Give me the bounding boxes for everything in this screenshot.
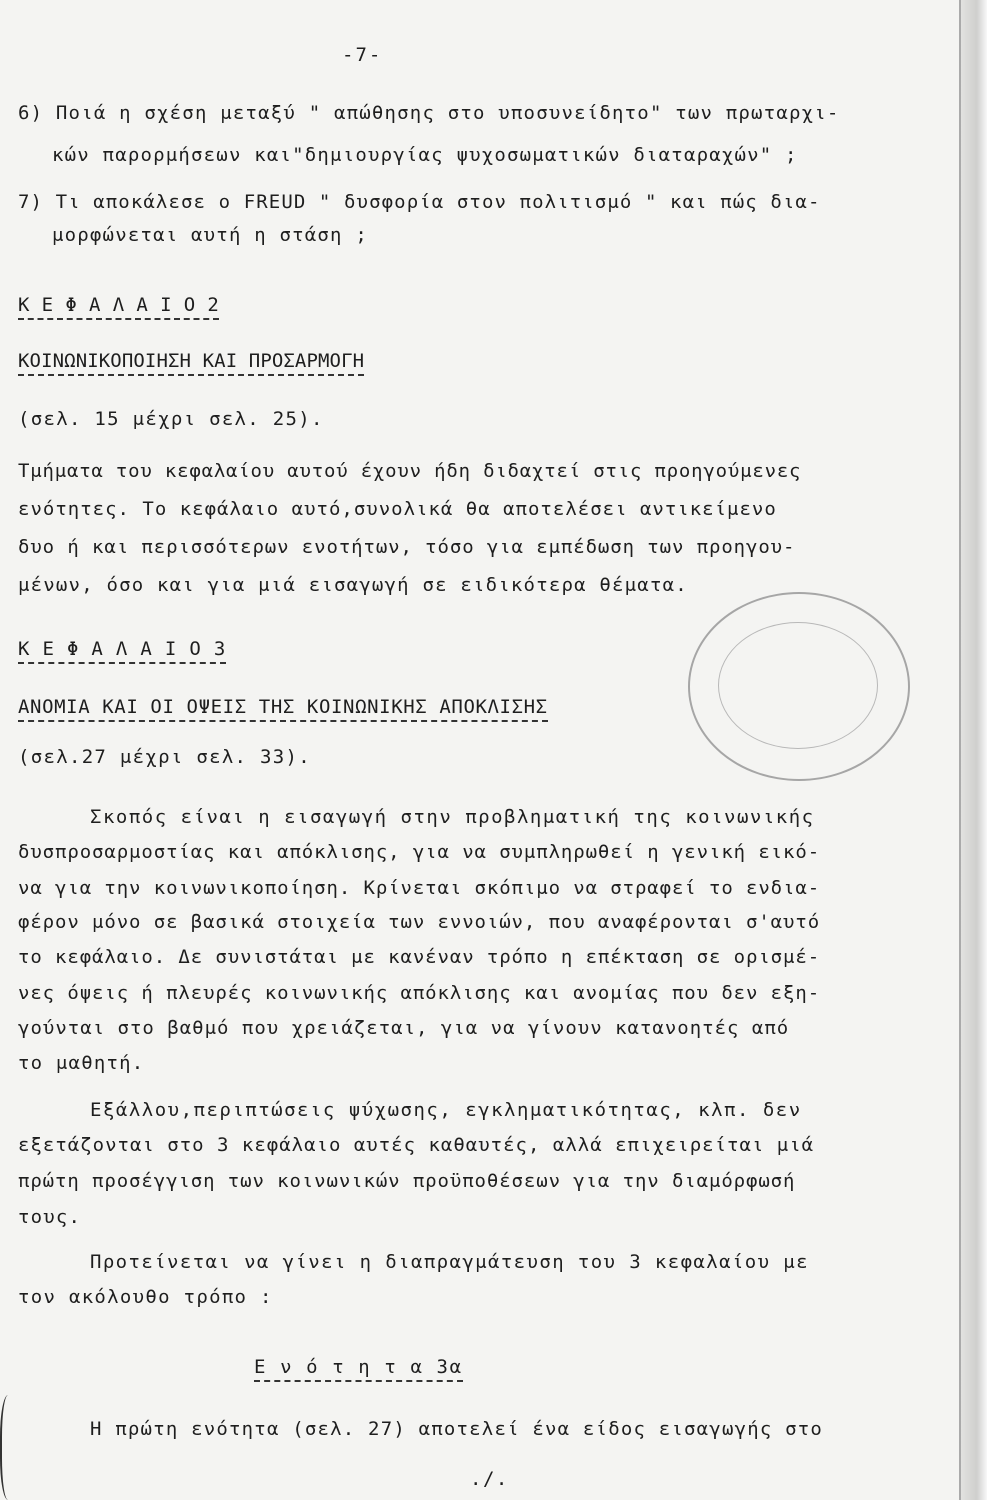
page-binding-edge: [959, 0, 987, 1500]
text-line: ./.: [470, 1468, 509, 1490]
text-line: τον ακόλουθο τρόπο :: [18, 1286, 273, 1308]
text-line: δυσπροσαρμοστίας και απόκλισης, για να συμπληρωθεί η γενική εικό-: [18, 841, 821, 863]
text-line: να για την κοινωνικοποίηση. Κρίνεται σκόπιμο να στραφεί το ενδια-: [18, 877, 821, 899]
text-line: κών παρορμήσεων και"δημιουργίας ψυχοσωματικών διαταραχών" ;: [52, 144, 798, 166]
margin-bracket-mark: [0, 1395, 20, 1500]
section-heading: ΚΟΙΝΩΝΙΚΟΠΟΙΗΣΗ ΚΑΙ ΠΡΟΣΑΡΜΟΓΗ: [18, 352, 364, 376]
section-heading: ΑΝΟΜΙΑ ΚΑΙ ΟΙ ΟΨΕΙΣ ΤΗΣ ΚΟΙΝΩΝΙΚΗΣ ΑΠΟΚΛΙΣΗΣ: [18, 698, 548, 722]
section-heading: Ε ν ό τ η τ α 3α: [254, 1358, 463, 1382]
text-line: τους.: [18, 1206, 82, 1228]
text-line: μορφώνεται αυτή η στάση ;: [52, 224, 368, 246]
text-line: το κεφάλαιο. Δε συνιστάται με κανέναν τρόπο η επέκταση σε ορισμέ-: [18, 946, 821, 968]
text-line: (σελ.27 μέχρι σελ. 33).: [18, 746, 311, 768]
text-line: Τμήματα του κεφαλαίου αυτού έχουν ήδη διδαχτεί στις προηγούμενες: [18, 460, 802, 482]
text-line: 6) Ποιά η σχέση μεταξύ " απώθησης στο υποσυνείδητο" των πρωταρχι-: [18, 102, 840, 124]
section-heading: Κ Ε Φ Α Λ Α Ι Ο 3: [18, 640, 226, 664]
text-line: (σελ. 15 μέχρι σελ. 25).: [18, 408, 324, 430]
text-line: το μαθητή.: [18, 1052, 145, 1074]
text-line: Η πρώτη ενότητα (σελ. 27) αποτελεί ένα είδος εισαγωγής στο: [90, 1418, 824, 1440]
text-line: Προτείνεται να γίνει η διαπραγμάτευση του 3 κεφαλαίου με: [90, 1251, 809, 1273]
text-line: ενότητες. Το κεφάλαιο αυτό,συνολικά θα αποτελέσει αντικείμενο: [18, 498, 777, 520]
text-line: εξετάζονται στο 3 κεφάλαιο αυτές καθαυτές, αλλά επιχειρείται μιά: [18, 1134, 815, 1156]
text-line: νες όψεις ή πλευρές κοινωνικής απόκλισης και ανομίας που δεν εξη-: [18, 982, 821, 1004]
text-line: Εξάλλου,περιπτώσεις ψύχωσης, εγκληματικότητας, κλπ. δεν: [90, 1099, 802, 1121]
text-line: φέρον μόνο σε βασικά στοιχεία των εννοιών, που αναφέρονται σ'αυτό: [18, 911, 821, 933]
text-line: πρώτη προσέγγιση των κοινωνικών προϋποθέσεων για την διαμόρφωσή: [18, 1170, 796, 1192]
text-line: 7) Τι αποκάλεσε ο FREUD " δυσφορία στον πολιτισμό " και πώς δια-: [18, 191, 821, 213]
text-line: Σκοπός είναι η εισαγωγή στην προβληματική της κοινωνικής: [90, 806, 815, 828]
section-heading: Κ Ε Φ Α Λ Α Ι Ο 2: [18, 296, 219, 320]
official-stamp-inner-ring: [718, 622, 878, 749]
text-line: μένων, όσο και για μιά εισαγωγή σε ειδικότερα θέματα.: [18, 574, 688, 596]
text-line: γούνται στο βαθμό που χρειάζεται, για να γίνουν κατανοητές από: [18, 1017, 790, 1039]
text-line: δυο ή και περισσότερων ενοτήτων, τόσο για εμπέδωση των προηγου-: [18, 536, 796, 558]
page-number: -7-: [342, 44, 383, 66]
